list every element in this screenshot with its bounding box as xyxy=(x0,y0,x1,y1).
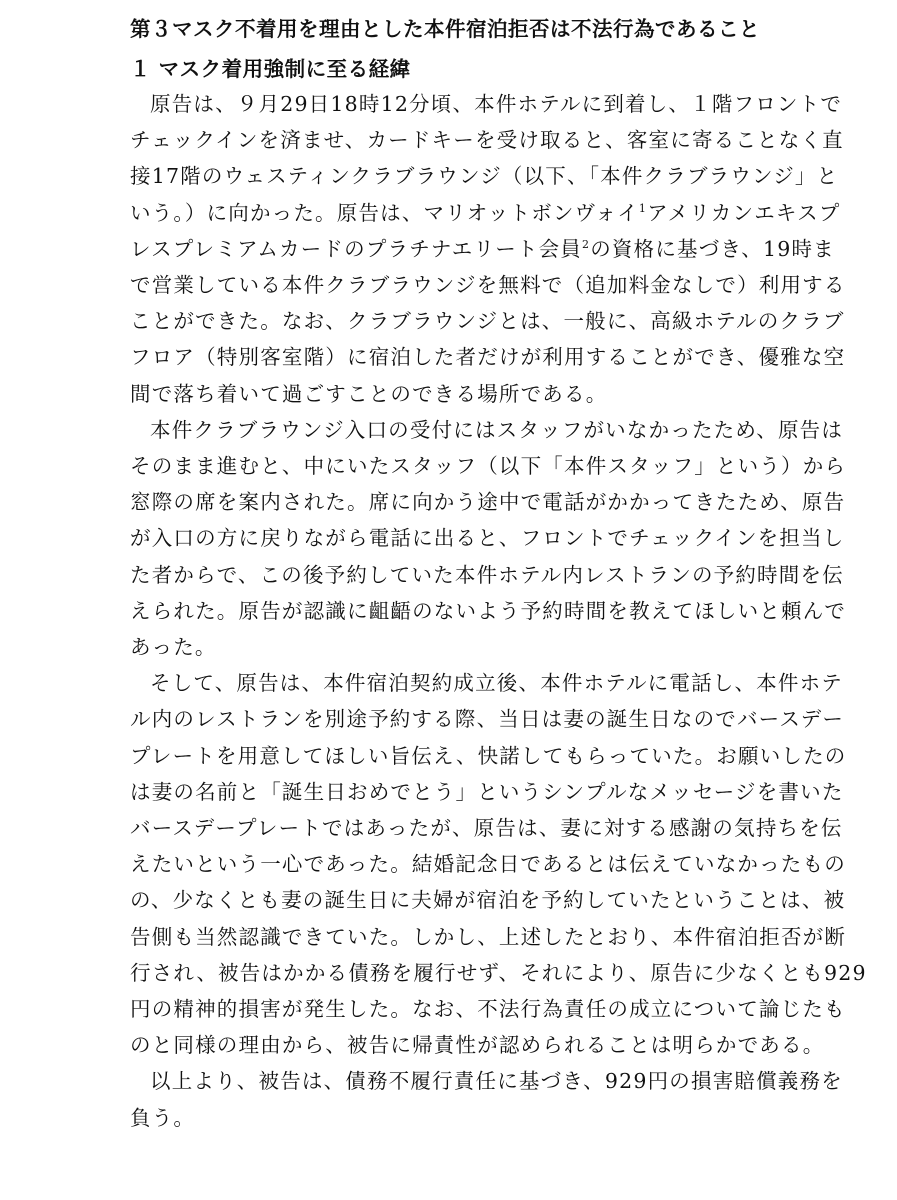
text-segment: いう。）に向かった。原告は、マリオットボンヴォイ xyxy=(130,200,639,225)
text-line: あった。 xyxy=(130,635,217,660)
text-line: のと同様の理由から、被告に帰責性が認められることは明らかである。 xyxy=(130,1033,825,1058)
text-line: えたいという一心であった。結婚記念日であるとは伝えていなかったもの xyxy=(130,852,846,877)
text-line: た者からで、この後予約していた本件ホテル内レストランの予約時間を伝 xyxy=(130,562,844,587)
text-line: 本件クラブラウンジ入口の受付にはスタッフがいなかったため、原告は xyxy=(150,417,844,442)
text-segment: の資格に基づき、19時ま xyxy=(590,236,835,261)
text-line: フロア（特別客室階）に宿泊した者だけが利用することができ、優雅な空 xyxy=(130,345,846,370)
text-line: は妻の名前と「誕生日おめでとう」というシンプルなメッセージを書いた xyxy=(130,779,844,804)
section-heading: 第３マスク不着用を理由とした本件宿泊拒否は不法行為であること xyxy=(130,17,760,41)
paragraph-2 xyxy=(130,412,847,665)
paragraph-3 xyxy=(130,665,867,1063)
text-line: プレートを用意してほしい旨伝え、快諾してもらっていた。お願いしたの xyxy=(130,743,847,768)
text-line: 間で落ち着いて過ごすことのできる場所である。 xyxy=(130,381,608,406)
text-line-with-footnote xyxy=(130,195,841,231)
text-line: えられた。原告が認識に齟齬のないよう予約時間を教えてほしいと頼んで xyxy=(130,598,847,623)
text-line: 告側も当然認識できていた。しかし、上述したとおり、本件宿泊拒否が断 xyxy=(130,924,847,949)
paragraph-1 xyxy=(130,86,846,412)
footnote-marker-1: 1 xyxy=(638,201,648,215)
text-line: 円の精神的損害が発生した。なお、不法行為責任の成立について論じたも xyxy=(130,997,846,1022)
document-page xyxy=(130,12,867,1136)
text-segment: レスプレミアムカードのプラチナエリート会員 xyxy=(130,236,583,261)
text-line: チェックインを済ませ、カードキーを受け取ると、客室に寄ることなく直 xyxy=(130,128,844,153)
text-segment: アメリカンエキスプ xyxy=(647,200,841,225)
paragraph-4 xyxy=(130,1063,843,1135)
text-line: 窓際の席を案内された。席に向かう途中で電話がかかってきたため、原告 xyxy=(130,490,846,515)
text-line-with-footnote xyxy=(130,231,835,267)
text-line: で営業している本件クラブラウンジを無料で（追加料金なしで）利用する xyxy=(130,273,846,298)
text-line: 負う。 xyxy=(130,1105,196,1130)
text-line: 原告は、９月29日18時12分頃、本件ホテルに到着し、１階フロントで xyxy=(150,92,843,116)
text-line: が入口の方に戻りながら電話に出ると、フロントでチェックインを担当し xyxy=(130,526,845,551)
text-line: 接17階のウェスティンクラブラウンジ（以下、「本件クラブラウンジ」と xyxy=(130,164,839,189)
subsection-heading: １ マスク着用強制に至る経緯 xyxy=(130,57,411,81)
text-line: の、少なくとも妻の誕生日に夫婦が宿泊を予約していたということは、被 xyxy=(130,888,846,913)
text-line: ことができた。なお、クラブラウンジとは、一般に、高級ホテルのクラブ xyxy=(130,309,845,334)
text-line: バースデープレートではあったが、原告は、妻に対する感謝の気持ちを伝 xyxy=(130,816,843,841)
footnote-marker-2: 2 xyxy=(582,237,591,251)
text-line: ル内のレストランを別途予約する際、当日は妻の誕生日なのでバースデー xyxy=(130,707,845,732)
text-line: そして、原告は、本件宿泊契約成立後、本件ホテルに電話し、本件ホテ xyxy=(150,671,843,696)
text-line: 以上より、被告は、債務不履行責任に基づき、929円の損害賠償義務を xyxy=(150,1069,843,1094)
text-line: そのまま進むと、中にいたスタッフ（以下「本件スタッフ」という）から xyxy=(130,454,847,479)
text-line: 行され、被告はかかる債務を履行せず、それにより、原告に少なくとも929 xyxy=(130,960,867,985)
